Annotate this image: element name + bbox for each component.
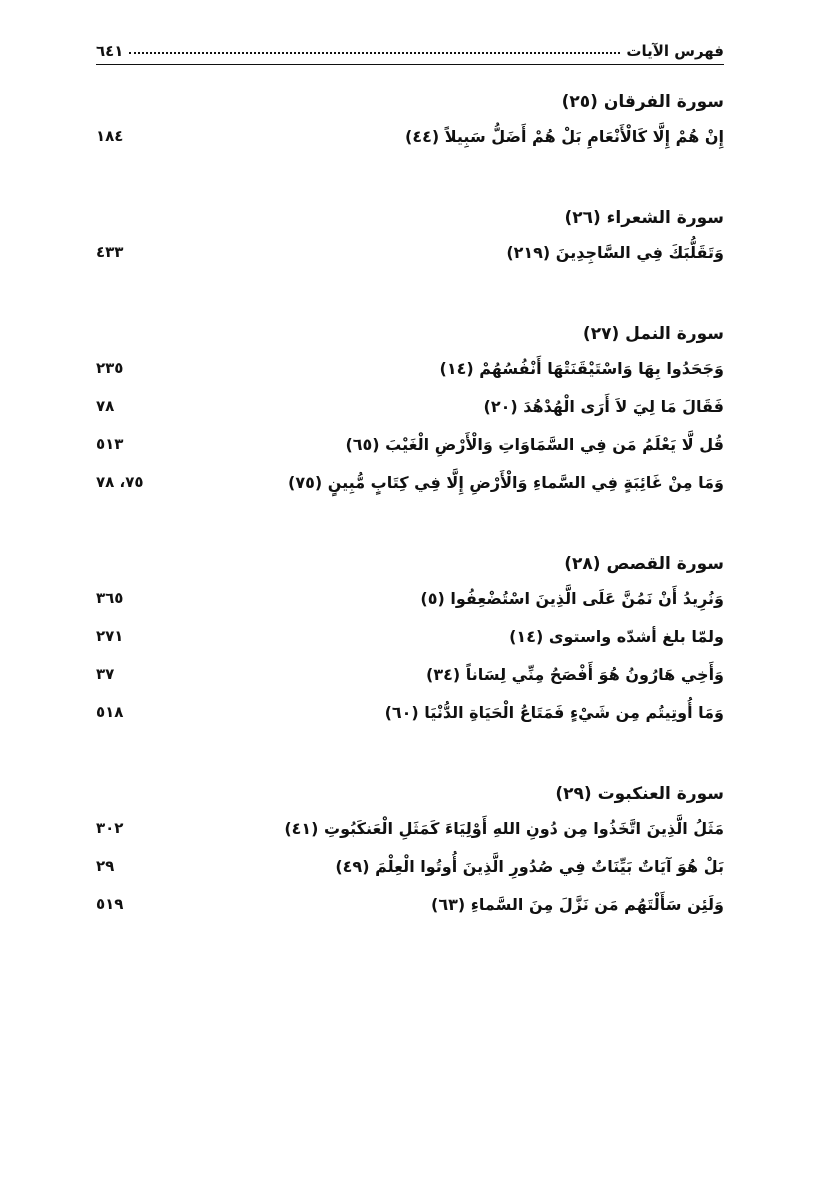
index-entry	[96, 233, 724, 271]
index-entry	[96, 655, 724, 693]
verse-text: بَلْ هُوَ آيَاتٌ بَيِّنَاتٌ فِي صُدُورِ الَّذِينَ أُوتُوا الْعِلْمَ (٤٩)	[335, 856, 724, 876]
surah-section	[96, 319, 724, 501]
index-entry	[96, 693, 724, 731]
verse-text: وَمَا أُوتِيتُم مِن شَيْءٍ فَمَتَاعُ الْحَيَاةِ الدُّنْيَا (٦٠)	[384, 702, 724, 722]
index-entry	[96, 885, 724, 923]
index-entry	[96, 349, 724, 387]
index-entry	[96, 463, 724, 501]
verse-text: قُل لَّا يَعْلَمُ مَن فِي السَّمَاوَاتِ وَالْأَرْضِ الْغَيْبَ (٦٥)	[345, 434, 724, 454]
page-reference: ٥١٣	[96, 435, 124, 453]
index-page	[96, 30, 724, 923]
running-header	[96, 30, 724, 60]
surah-section	[96, 779, 724, 923]
dot-leader	[129, 52, 620, 54]
surah-section	[96, 87, 724, 155]
page-reference: ٥١٩	[96, 895, 124, 913]
index-entry	[96, 117, 724, 155]
verse-text: وَتَقَلُّبَكَ فِي السَّاجِدِينَ (٢١٩)	[506, 242, 724, 262]
verse-text: وَجَحَدُوا بِهَا وَاسْتَيْقَنَتْهَا أَنْفُسُهُمْ (١٤)	[439, 358, 724, 378]
verse-text: مَثَلُ الَّذِينَ اتَّخَذُوا مِن دُونِ اللهِ أَوْلِيَاءَ كَمَثَلِ الْعَنكَبُوتِ (٤١)	[284, 818, 724, 838]
surah-title: سورة الشعراء (٢٦)	[564, 208, 724, 228]
page-reference: ٧٥، ٧٨	[96, 473, 144, 491]
verse-text: وَلَئِن سَأَلْتَهُم مَن نَزَّلَ مِنَ السَّماءِ (٦٣)	[431, 894, 724, 914]
page-reference: ١٨٤	[96, 127, 124, 145]
page-reference: ٤٣٣	[96, 243, 124, 261]
verse-text: وَنُرِيدُ أَنْ نَمُنَّ عَلَى الَّذِينَ اسْتُضْعِفُوا (٥)	[420, 588, 724, 608]
surah-title: سورة الفرقان (٢٥)	[561, 92, 724, 112]
verse-text: ولمّا بلغ أشدّه واستوى (١٤)	[509, 626, 724, 646]
index-entry	[96, 387, 724, 425]
page-reference: ٥١٨	[96, 703, 124, 721]
page-reference: ٧٨	[96, 397, 115, 415]
page-reference: ٢٧١	[96, 627, 124, 645]
verse-text: إِنْ هُمْ إِلَّا كَالْأَنْعَامِ بَلْ هُمْ أَضَلُّ سَبِيلاً (٤٤)	[405, 126, 724, 146]
surah-title: سورة القصص (٢٨)	[564, 554, 724, 574]
page-reference: ٣٦٥	[96, 589, 124, 607]
page-reference: ٢٣٥	[96, 359, 124, 377]
verse-text: فَقَالَ مَا لِيَ لاَ أَرَى الْهُدْهُدَ (٢٠)	[483, 396, 724, 416]
page-reference: ٢٩	[96, 857, 115, 875]
surah-title: سورة النمل (٢٧)	[582, 324, 724, 344]
page-reference: ٣٧	[96, 665, 115, 683]
surah-title: سورة العنكبوت (٢٩)	[555, 784, 724, 804]
index-entry	[96, 809, 724, 847]
surah-section	[96, 203, 724, 271]
header-page-number: ٦٤١	[96, 42, 124, 60]
header-rule	[96, 64, 724, 65]
index-entry	[96, 579, 724, 617]
verse-text: وَمَا مِنْ غَائِبَةٍ فِي السَّماءِ وَالْأَرْضِ إِلَّا فِي كِتَابٍ مُّبِينٍ (٧٥)	[288, 472, 724, 492]
index-entry	[96, 847, 724, 885]
index-entry	[96, 617, 724, 655]
verse-text: وَأَخِي هَارُونُ هُوَ أَفْصَحُ مِنِّي لِسَاناً (٣٤)	[426, 664, 724, 684]
surah-section	[96, 549, 724, 731]
index-entry	[96, 425, 724, 463]
page-reference: ٣٠٢	[96, 819, 124, 837]
header-title: فهرس الآيات	[626, 42, 724, 60]
